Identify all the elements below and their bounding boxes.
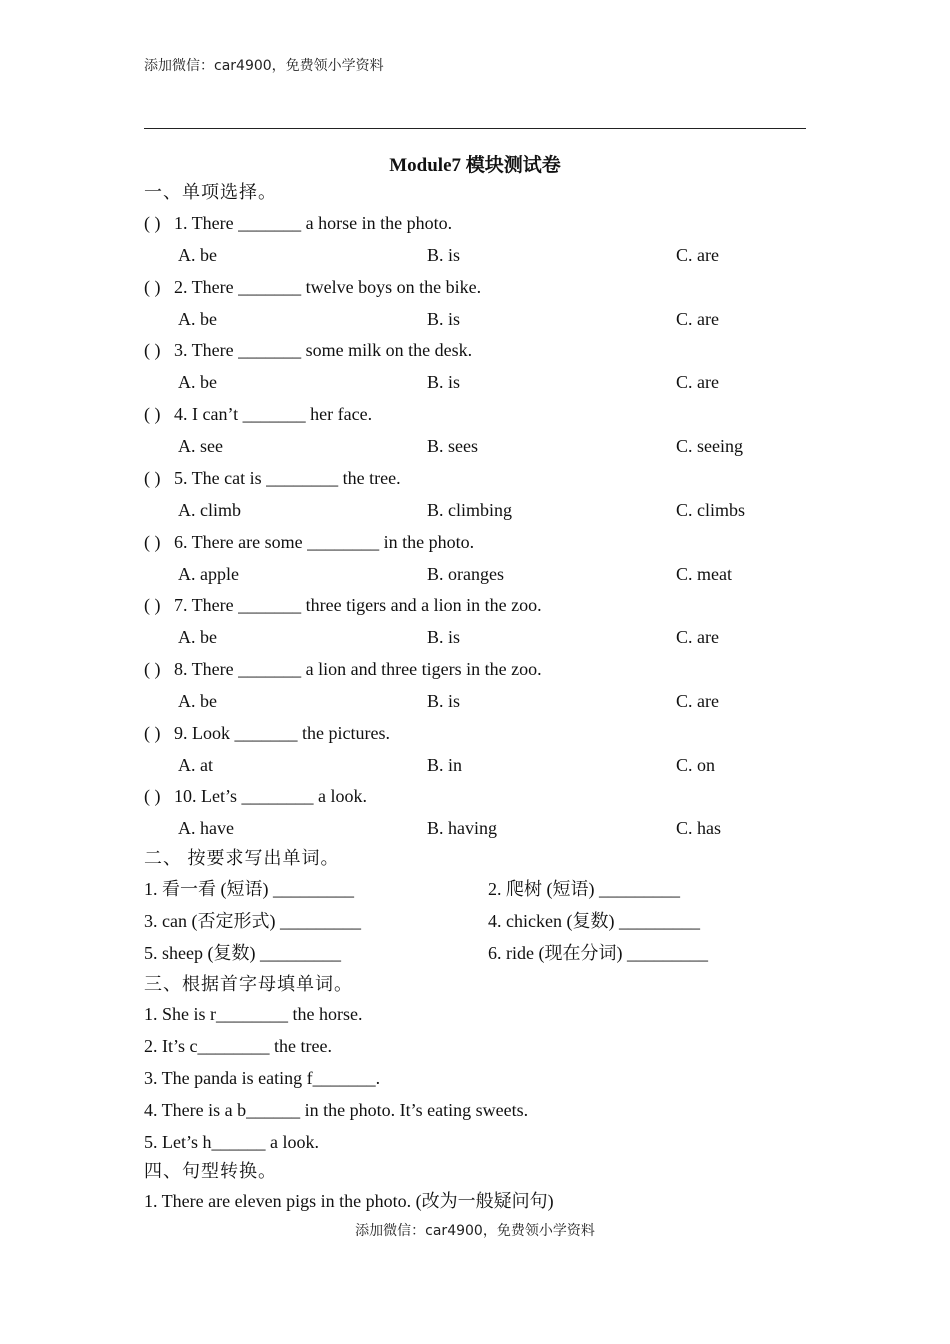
option-b: B. sees [427, 436, 478, 456]
answer-paren[interactable]: ( ) [144, 723, 161, 743]
option-c: C. seeing [676, 436, 743, 456]
question-stem [144, 594, 542, 616]
question-stem [144, 531, 474, 553]
word-item: 3. can (否定形式) _________ [144, 911, 361, 931]
fill-item: 1. She is r________ the horse. [144, 1004, 363, 1024]
page-title: Module7 模块测试卷 [389, 155, 561, 176]
fill-item: 5. Let’s h______ a look. [144, 1132, 319, 1152]
option-a: A. climb [178, 500, 241, 520]
answer-paren[interactable]: ( ) [144, 786, 161, 806]
word-item: 1. 看一看 (短语) _________ [144, 879, 354, 899]
question-text: 2. There _______ twelve boys on the bike. [174, 277, 482, 297]
option-c: C. are [676, 627, 719, 647]
header-rule [144, 128, 806, 129]
answer-paren[interactable]: ( ) [144, 277, 161, 297]
option-c: C. has [676, 818, 721, 838]
transform-item: 1. There are eleven pigs in the photo. (改为一般疑问句) [144, 1191, 554, 1211]
question-stem [144, 785, 367, 807]
option-c: C. are [676, 691, 719, 711]
option-c: C. are [676, 372, 719, 392]
question-stem [144, 722, 390, 744]
answer-paren[interactable]: ( ) [144, 595, 161, 615]
question-text: 7. There _______ three tigers and a lion in the zoo. [174, 595, 542, 615]
answer-paren[interactable]: ( ) [144, 659, 161, 679]
fill-item: 3. The panda is eating f_______. [144, 1068, 381, 1088]
word-item: 4. chicken (复数) _________ [488, 911, 700, 931]
option-c: C. are [676, 309, 719, 329]
section3-heading: 三、根据首字母填单词。 [144, 974, 353, 994]
question-stem [144, 212, 452, 234]
question-text: 6. There are some ________ in the photo. [174, 532, 475, 552]
option-b: B. oranges [427, 564, 504, 584]
option-a: A. have [178, 818, 234, 838]
option-b: B. in [427, 755, 463, 775]
option-b: B. having [427, 818, 497, 838]
option-a: A. at [178, 755, 213, 775]
question-stem [144, 467, 401, 489]
option-b: B. is [427, 309, 461, 329]
option-b: B. is [427, 627, 461, 647]
option-c: C. on [676, 755, 716, 775]
footer-watermark-note: 添加微信：car4900，免费领小学资料 [355, 1223, 595, 1239]
question-text: 5. The cat is ________ the tree. [174, 468, 401, 488]
section1-heading: 一、单项选择。 [144, 182, 277, 202]
option-c: C. are [676, 245, 719, 265]
question-stem [144, 658, 542, 680]
answer-paren[interactable]: ( ) [144, 468, 161, 488]
option-b: B. is [427, 372, 461, 392]
fill-item: 4. There is a b______ in the photo. It’s eating sweets. [144, 1100, 529, 1120]
question-text: 4. I can’t _______ her face. [174, 404, 373, 424]
option-c: C. meat [676, 564, 732, 584]
answer-paren[interactable]: ( ) [144, 213, 161, 233]
question-text: 8. There _______ a lion and three tigers in the zoo. [174, 659, 542, 679]
question-stem [144, 339, 472, 361]
section4-heading: 四、句型转换。 [144, 1161, 277, 1181]
fill-item: 2. It’s c________ the tree. [144, 1036, 332, 1056]
word-item: 2. 爬树 (短语) _________ [488, 879, 680, 899]
question-stem [144, 403, 372, 425]
question-stem [144, 276, 481, 298]
header-watermark-note: 添加微信：car4900，免费领小学资料 [144, 58, 384, 74]
question-text: 3. There _______ some milk on the desk. [174, 340, 473, 360]
section2-heading: 二、 按要求写出单词。 [144, 848, 340, 868]
answer-paren[interactable]: ( ) [144, 532, 161, 552]
option-a: A. be [178, 627, 217, 647]
option-b: B. is [427, 245, 461, 265]
answer-paren[interactable]: ( ) [144, 404, 161, 424]
option-a: A. be [178, 309, 217, 329]
option-b: B. is [427, 691, 461, 711]
option-a: A. be [178, 691, 217, 711]
option-b: B. climbing [427, 500, 512, 520]
option-a: A. be [178, 245, 217, 265]
option-a: A. be [178, 372, 217, 392]
answer-paren[interactable]: ( ) [144, 340, 161, 360]
question-text: 10. Let’s ________ a look. [174, 786, 367, 806]
option-a: A. apple [178, 564, 239, 584]
option-c: C. climbs [676, 500, 746, 520]
word-item: 6. ride (现在分词) _________ [488, 943, 708, 963]
question-text: 1. There _______ a horse in the photo. [174, 213, 453, 233]
word-item: 5. sheep (复数) _________ [144, 943, 341, 963]
question-text: 9. Look _______ the pictures. [174, 723, 390, 743]
option-a: A. see [178, 436, 223, 456]
